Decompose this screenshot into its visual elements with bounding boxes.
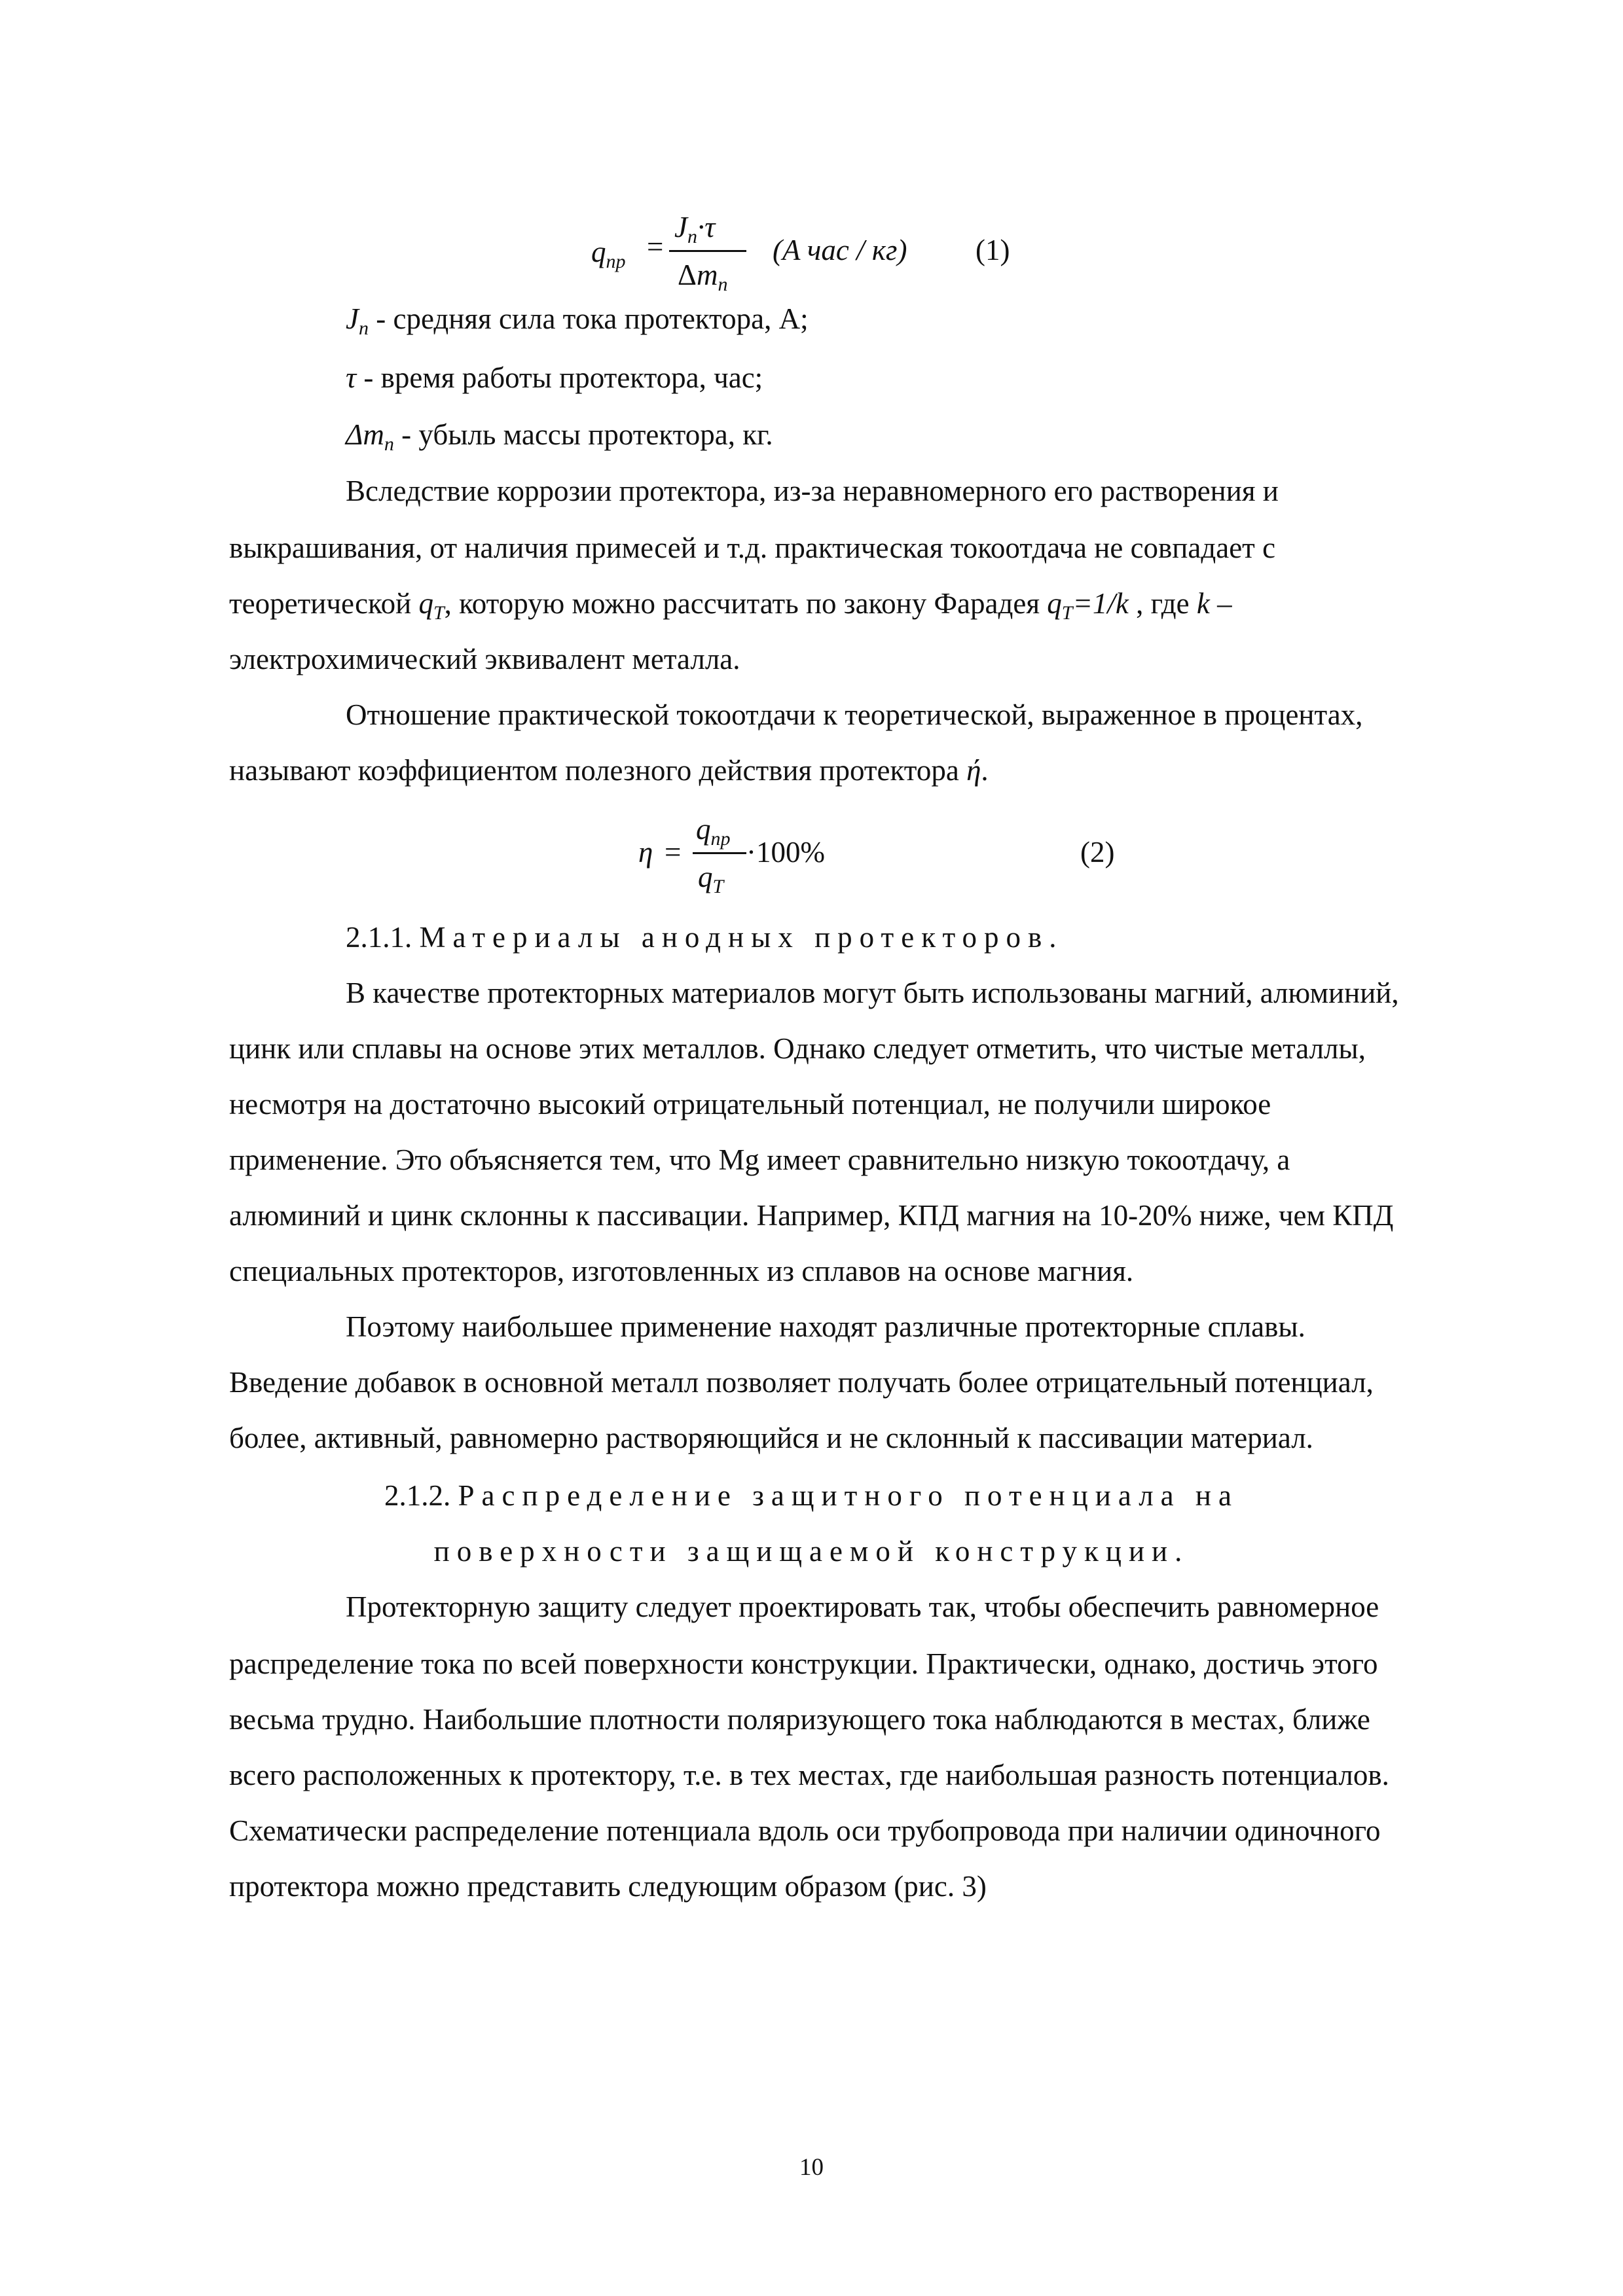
formula2-number: (2) — [1080, 836, 1115, 869]
para5-line1: Протекторную защиту следует проектировать так, чтобы обеспечить равномерное — [346, 1590, 1379, 1623]
formula2-equals: = — [665, 836, 682, 869]
para1-line3: теоретической $q_T$, которую можно рассчитать по закону Фарадея $q_T=1/k$ , где k – — [229, 587, 1232, 624]
formula1-number: (1) — [976, 234, 1010, 266]
para1-line2: выкрашивания, от наличия примесей и т.д. практическая токоотдача не совпадает с — [229, 531, 1276, 564]
para5-line6: протектора можно представить следующим образом (рис. 3) — [229, 1870, 987, 1903]
para5-line3: весьма трудно. Наибольшие плотности поляризующего тока наблюдаются в местах, ближе — [229, 1703, 1370, 1736]
section-2-1-2-heading-line2: поверхности защищаемой конструкции. — [433, 1535, 1190, 1568]
para4-line2: Введение добавок в основной металл позволяет получать более отрицательный потенциал, — [229, 1366, 1374, 1399]
para3-line1: В качестве протекторных материалов могут быть использованы магний, алюминий, — [346, 977, 1399, 1009]
para1-line4: электрохимический эквивалент металла. — [229, 643, 740, 675]
para3-line2: цинк или сплавы на основе этих металлов. Однако следует отметить, что чистые металлы, — [229, 1032, 1366, 1065]
formula1-numerator: $J_п\cdot\tau$ — [674, 211, 716, 247]
formula1-denominator: $\Delta m_п$ — [678, 259, 728, 295]
formula1-units: (A час / кг) — [773, 234, 907, 266]
page-number: 10 — [799, 2154, 824, 2181]
formula2-multiplier: ·100% — [746, 836, 825, 869]
def-mass-loss: $\Delta m_n$ - убыль массы протектора, кг. — [346, 418, 773, 455]
def-time: τ - время работы протектора, час; — [346, 361, 763, 394]
formula2-fraction-bar — [693, 852, 746, 854]
para1-line1: Вследствие коррозии протектора, из-за неравномерного его растворения и — [346, 475, 1279, 507]
para5-line5: Схематически распределение потенциала вдоль оси трубопровода при наличии одиночного — [229, 1814, 1381, 1847]
para2-line1: Отношение практической токоотдачи к теоретической, выраженное в процентах, — [346, 698, 1363, 731]
formula1-lhs: $q_{пр}$ — [591, 236, 626, 272]
para4-line1: Поэтому наибольшее применение находят различные протекторные сплавы. — [346, 1310, 1305, 1343]
section-2-1-1-heading: 2.1.1. Материалы анодных протекторов. — [346, 921, 1064, 954]
formula2-denominator: $q_T$ — [698, 861, 724, 897]
para5-line2: распределение тока по всей поверхности конструкции. Практически, однако, достичь этого — [229, 1647, 1378, 1680]
formula1-fraction-bar — [669, 250, 746, 252]
formula2-lhs: η — [638, 836, 653, 869]
para4-line3: более, активный, равномерно растворяющийся и не склонный к пассивации материал. — [229, 1422, 1313, 1454]
para5-line4: всего расположенных к протектору, т.е. в тех местах, где наибольшая разность потенциалов. — [229, 1759, 1389, 1791]
para3-line3: несмотря на достаточно высокий отрицательный потенциал, не получили широкое — [229, 1088, 1271, 1121]
para2-line2: называют коэффициентом полезного действия протектора ή. — [229, 754, 989, 787]
def-current: $J_n$ - средняя сила тока протектора, А; — [346, 302, 809, 339]
para3-line6: специальных протекторов, изготовленных из сплавов на основе магния. — [229, 1255, 1134, 1287]
formula2-numerator: $q_{пр}$ — [696, 813, 731, 850]
formula1-equals: = — [647, 230, 664, 263]
para3-line5: алюминий и цинк склонны к пассивации. Например, КПД магния на 10-20% ниже, чем КПД — [229, 1199, 1394, 1232]
para3-line4: применение. Это объясняется тем, что Mg имеет сравнительно низкую токоотдачу, а — [229, 1143, 1290, 1176]
section-2-1-2-heading-line1: 2.1.2. Распределение защитного потенциала на — [384, 1479, 1239, 1512]
